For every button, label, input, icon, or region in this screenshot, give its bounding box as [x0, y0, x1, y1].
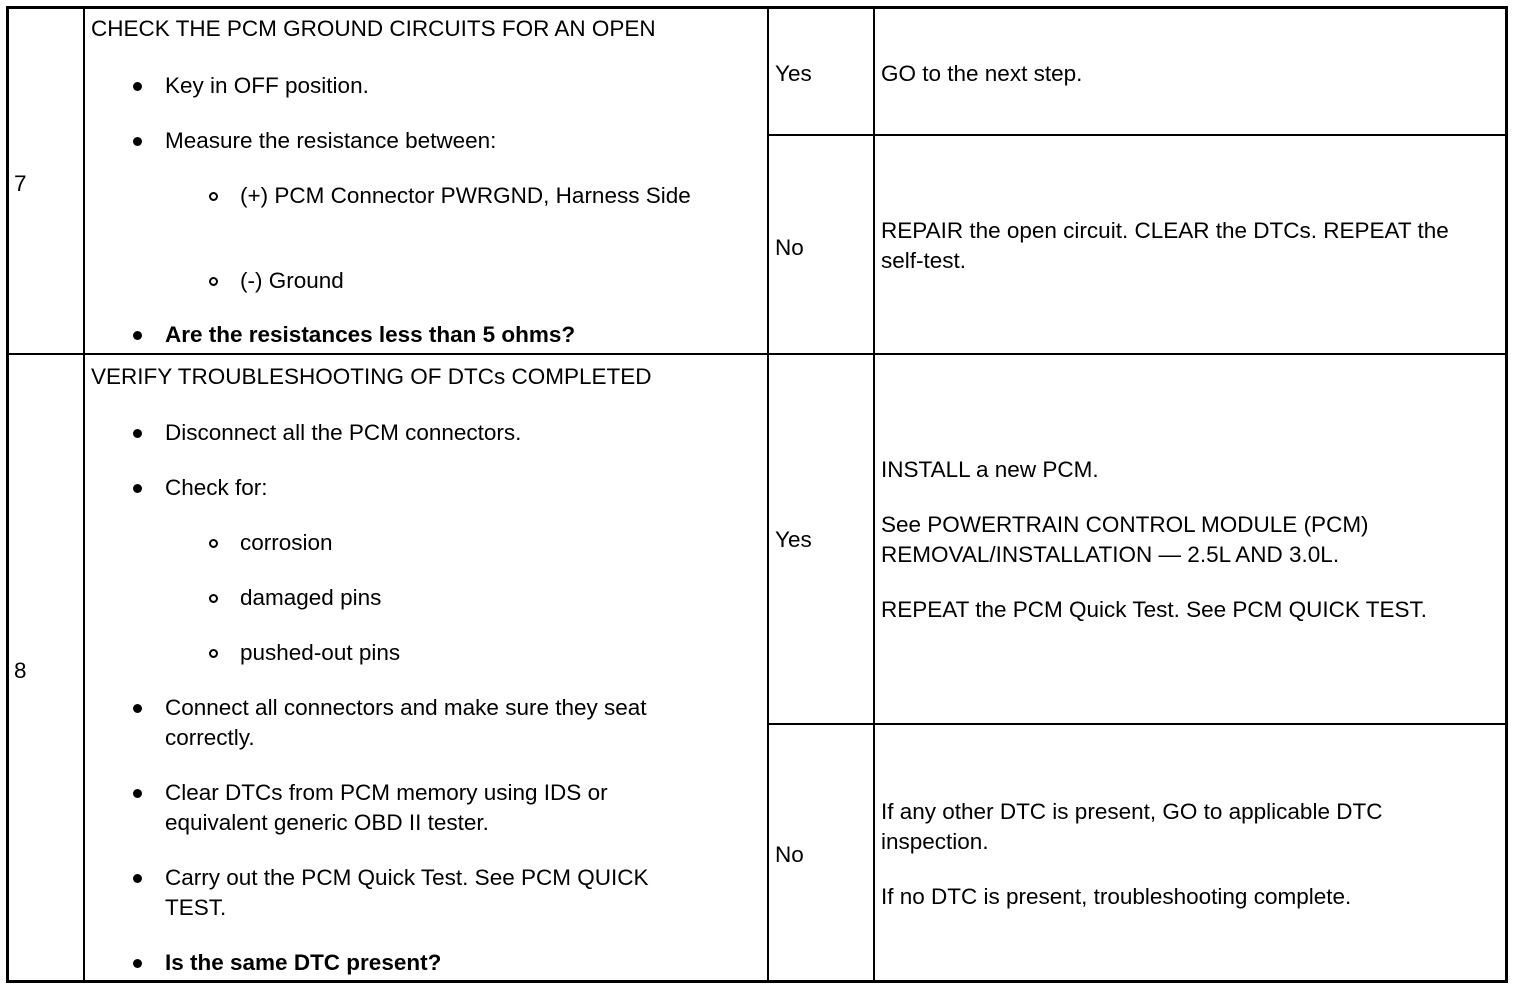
step-question: Are the resistances less than 5 ohms?: [165, 322, 576, 347]
bullet-icon: [133, 331, 142, 340]
sub-bullet-icon: [209, 649, 218, 658]
action-yes-cell: [875, 9, 1505, 134]
action-no-text: REPAIR the open circuit. CLEAR the DTCs. REPEAT the self-test.: [881, 218, 1449, 273]
bullet-icon: [133, 484, 142, 493]
step-title: VERIFY TROUBLESHOOTING OF DTCs COMPLETED: [91, 364, 652, 389]
sub-instruction-item: corrosion: [240, 530, 333, 555]
sub-bullet-icon: [209, 192, 218, 201]
sub-instruction-item: pushed-out pins: [240, 640, 401, 665]
instruction-item: Carry out the PCM Quick Test. See PCM QUICK TEST.: [165, 865, 649, 920]
instruction-item: Key in OFF position.: [165, 73, 369, 98]
action-no-text: If any other DTC is present, GO to applicable DTC inspection.: [881, 799, 1383, 854]
instruction-item: Connect all connectors and make sure they seat correctly.: [165, 695, 647, 750]
answer-no-cell: [769, 136, 873, 353]
step-number: 7: [14, 171, 27, 196]
bullet-icon: [133, 874, 142, 883]
instruction-item: Disconnect all the PCM connectors.: [165, 420, 522, 445]
answer-yes-cell: [769, 355, 873, 723]
sub-bullet-icon: [209, 594, 218, 603]
action-yes-cell: [875, 355, 1505, 723]
bullet-icon: [133, 82, 142, 91]
step-title: CHECK THE PCM GROUND CIRCUITS FOR AN OPEN: [91, 16, 656, 41]
action-yes-text: REPEAT the PCM Quick Test. See PCM QUICK TEST.: [881, 597, 1427, 622]
action-no-cell: [875, 725, 1505, 983]
bullet-icon: [133, 704, 142, 713]
sub-bullet-icon: [209, 539, 218, 548]
step-instructions: [85, 355, 767, 983]
action-no-text: If no DTC is present, troubleshooting complete.: [881, 884, 1352, 909]
action-no-cell: [875, 136, 1505, 353]
answer-no-label: No: [775, 842, 804, 867]
answer-no-label: No: [775, 235, 804, 260]
sub-instruction-item: (+) PCM Connector PWRGND, Harness Side: [240, 183, 691, 208]
action-yes-text: See POWERTRAIN CONTROL MODULE (PCM) REMOVAL/INSTALLATION — 2.5L AND 3.0L.: [881, 512, 1369, 567]
sub-instruction-item: damaged pins: [240, 585, 382, 610]
step-instructions: [85, 9, 767, 353]
instruction-item: Check for:: [165, 475, 268, 500]
bullet-icon: [133, 959, 142, 968]
answer-yes-cell: [769, 9, 873, 134]
step-question: Is the same DTC present?: [165, 950, 442, 975]
sub-instruction-item: (-) Ground: [240, 268, 344, 293]
answer-yes-label: Yes: [775, 61, 812, 86]
instruction-item: Measure the resistance between:: [165, 128, 497, 153]
answer-yes-label: Yes: [775, 527, 812, 552]
instruction-item: Clear DTCs from PCM memory using IDS or equivalent generic OBD II tester.: [165, 780, 608, 835]
bullet-icon: [133, 429, 142, 438]
answer-no-cell: [769, 725, 873, 983]
diagnostic-table: [6, 6, 1508, 983]
bullet-icon: [133, 137, 142, 146]
action-yes-text: GO to the next step.: [881, 61, 1083, 86]
action-yes-text: INSTALL a new PCM.: [881, 457, 1099, 482]
bullet-icon: [133, 789, 142, 798]
step-number: 8: [14, 658, 27, 683]
sub-bullet-icon: [209, 277, 218, 286]
